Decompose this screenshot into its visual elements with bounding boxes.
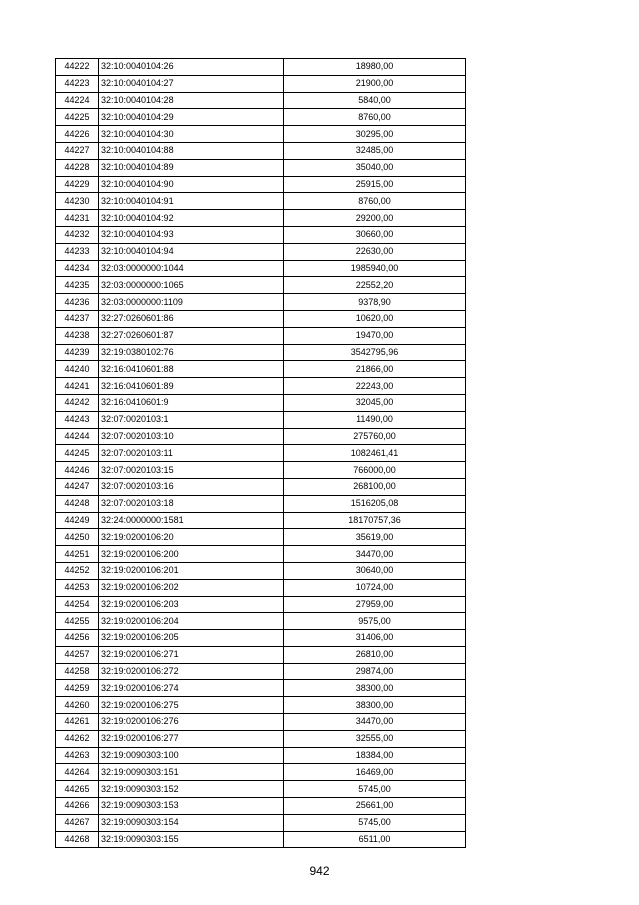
value-cell: 25661,00 (284, 798, 466, 815)
value-cell: 766000,00 (284, 462, 466, 479)
cadastral-number-cell: 32:27:0260601:86 (99, 310, 284, 327)
table-row (56, 646, 466, 663)
value-cell: 11490,00 (284, 411, 466, 428)
cadastral-number-cell: 32:19:0200106:200 (99, 546, 284, 563)
value-cell: 29200,00 (284, 210, 466, 227)
cadastral-number-cell: 32:07:0020103:18 (99, 495, 284, 512)
table-row (56, 596, 466, 613)
cadastral-number-cell: 32:07:0020103:10 (99, 428, 284, 445)
value-cell: 5745,00 (284, 814, 466, 831)
value-cell: 32555,00 (284, 730, 466, 747)
row-number-cell: 44265 (56, 781, 99, 798)
table-row (56, 697, 466, 714)
row-number-cell: 44255 (56, 613, 99, 630)
value-cell: 30660,00 (284, 226, 466, 243)
value-cell: 3542795,96 (284, 344, 466, 361)
table-row (56, 361, 466, 378)
cadastral-number-cell: 32:19:0200106:276 (99, 714, 284, 731)
value-cell: 1516205,08 (284, 495, 466, 512)
row-number-cell: 44252 (56, 562, 99, 579)
value-cell: 32045,00 (284, 394, 466, 411)
value-cell: 18980,00 (284, 59, 466, 76)
row-number-cell: 44250 (56, 529, 99, 546)
table-row (56, 663, 466, 680)
value-cell: 18384,00 (284, 747, 466, 764)
table-row (56, 109, 466, 126)
table-row (56, 226, 466, 243)
row-number-cell: 44227 (56, 142, 99, 159)
table-row (56, 428, 466, 445)
table-row (56, 310, 466, 327)
cadastral-number-cell: 32:16:0410601:88 (99, 361, 284, 378)
row-number-cell: 44242 (56, 394, 99, 411)
cadastral-number-cell: 32:19:0200106:271 (99, 646, 284, 663)
table-row (56, 495, 466, 512)
cadastral-number-cell: 32:19:0200106:203 (99, 596, 284, 613)
row-number-cell: 44241 (56, 378, 99, 395)
value-cell: 34470,00 (284, 714, 466, 731)
row-number-cell: 44261 (56, 714, 99, 731)
cadastral-number-cell: 32:19:0200106:275 (99, 697, 284, 714)
cadastral-number-cell: 32:07:0020103:15 (99, 462, 284, 479)
row-number-cell: 44226 (56, 126, 99, 143)
table-row (56, 243, 466, 260)
table-row (56, 142, 466, 159)
value-cell: 10724,00 (284, 579, 466, 596)
row-number-cell: 44268 (56, 831, 99, 848)
row-number-cell: 44243 (56, 411, 99, 428)
data-table (55, 58, 466, 848)
row-number-cell: 44262 (56, 730, 99, 747)
table-row (56, 327, 466, 344)
cadastral-number-cell: 32:03:0000000:1109 (99, 294, 284, 311)
table-row (56, 613, 466, 630)
table-row (56, 831, 466, 848)
value-cell: 30640,00 (284, 562, 466, 579)
value-cell: 35040,00 (284, 159, 466, 176)
row-number-cell: 44238 (56, 327, 99, 344)
row-number-cell: 44236 (56, 294, 99, 311)
table-row (56, 159, 466, 176)
cadastral-number-cell: 32:19:0090303:152 (99, 781, 284, 798)
value-cell: 1985940,00 (284, 260, 466, 277)
value-cell: 16469,00 (284, 764, 466, 781)
row-number-cell: 44244 (56, 428, 99, 445)
cadastral-number-cell: 32:10:0040104:90 (99, 176, 284, 193)
value-cell: 5745,00 (284, 781, 466, 798)
table-row (56, 126, 466, 143)
value-cell: 21866,00 (284, 361, 466, 378)
value-cell: 9378,90 (284, 294, 466, 311)
cadastral-number-cell: 32:19:0200106:272 (99, 663, 284, 680)
cadastral-number-cell: 32:10:0040104:89 (99, 159, 284, 176)
table-row (56, 478, 466, 495)
row-number-cell: 44258 (56, 663, 99, 680)
row-number-cell: 44249 (56, 512, 99, 529)
table-row (56, 176, 466, 193)
row-number-cell: 44231 (56, 210, 99, 227)
row-number-cell: 44222 (56, 59, 99, 76)
cadastral-number-cell: 32:19:0200106:202 (99, 579, 284, 596)
value-cell: 25915,00 (284, 176, 466, 193)
cadastral-number-cell: 32:19:0090303:100 (99, 747, 284, 764)
value-cell: 19470,00 (284, 327, 466, 344)
row-number-cell: 44232 (56, 226, 99, 243)
row-number-cell: 44267 (56, 814, 99, 831)
table-row (56, 579, 466, 596)
cadastral-number-cell: 32:10:0040104:94 (99, 243, 284, 260)
row-number-cell: 44253 (56, 579, 99, 596)
value-cell: 22243,00 (284, 378, 466, 395)
table-row (56, 462, 466, 479)
table-row (56, 546, 466, 563)
table-row (56, 277, 466, 294)
table-row (56, 59, 466, 76)
value-cell: 18170757,36 (284, 512, 466, 529)
cadastral-number-cell: 32:07:0020103:11 (99, 445, 284, 462)
row-number-cell: 44247 (56, 478, 99, 495)
row-number-cell: 44228 (56, 159, 99, 176)
cadastral-number-cell: 32:10:0040104:26 (99, 59, 284, 76)
value-cell: 31406,00 (284, 630, 466, 647)
cadastral-number-cell: 32:24:0000000:1581 (99, 512, 284, 529)
cadastral-number-cell: 32:07:0020103:16 (99, 478, 284, 495)
cadastral-number-cell: 32:19:0090303:153 (99, 798, 284, 815)
table-row (56, 75, 466, 92)
table-row (56, 814, 466, 831)
value-cell: 275760,00 (284, 428, 466, 445)
cadastral-number-cell: 32:16:0410601:89 (99, 378, 284, 395)
row-number-cell: 44245 (56, 445, 99, 462)
cadastral-number-cell: 32:19:0090303:155 (99, 831, 284, 848)
table-row (56, 210, 466, 227)
value-cell: 35619,00 (284, 529, 466, 546)
cadastral-number-cell: 32:19:0200106:201 (99, 562, 284, 579)
cadastral-number-cell: 32:10:0040104:93 (99, 226, 284, 243)
row-number-cell: 44256 (56, 630, 99, 647)
row-number-cell: 44235 (56, 277, 99, 294)
row-number-cell: 44229 (56, 176, 99, 193)
value-cell: 6511,00 (284, 831, 466, 848)
value-cell: 22552,20 (284, 277, 466, 294)
value-cell: 9575,00 (284, 613, 466, 630)
row-number-cell: 44233 (56, 243, 99, 260)
value-cell: 38300,00 (284, 697, 466, 714)
value-cell: 32485,00 (284, 142, 466, 159)
row-number-cell: 44254 (56, 596, 99, 613)
table-row (56, 378, 466, 395)
cadastral-number-cell: 32:19:0380102:76 (99, 344, 284, 361)
value-cell: 21900,00 (284, 75, 466, 92)
table-row (56, 798, 466, 815)
cadastral-number-cell: 32:03:0000000:1065 (99, 277, 284, 294)
cadastral-number-cell: 32:07:0020103:1 (99, 411, 284, 428)
table-row (56, 512, 466, 529)
value-cell: 29874,00 (284, 663, 466, 680)
cadastral-number-cell: 32:19:0200106:204 (99, 613, 284, 630)
value-cell: 22630,00 (284, 243, 466, 260)
value-cell: 268100,00 (284, 478, 466, 495)
row-number-cell: 44230 (56, 193, 99, 210)
table-row (56, 764, 466, 781)
value-cell: 38300,00 (284, 680, 466, 697)
table-row (56, 781, 466, 798)
table-body (56, 59, 466, 848)
table-row (56, 714, 466, 731)
cadastral-number-cell: 32:10:0040104:28 (99, 92, 284, 109)
cadastral-number-cell: 32:19:0200106:20 (99, 529, 284, 546)
row-number-cell: 44239 (56, 344, 99, 361)
value-cell: 26810,00 (284, 646, 466, 663)
row-number-cell: 44263 (56, 747, 99, 764)
cadastral-number-cell: 32:10:0040104:29 (99, 109, 284, 126)
row-number-cell: 44251 (56, 546, 99, 563)
table-row (56, 747, 466, 764)
value-cell: 8760,00 (284, 193, 466, 210)
row-number-cell: 44223 (56, 75, 99, 92)
row-number-cell: 44225 (56, 109, 99, 126)
table-row (56, 394, 466, 411)
cadastral-number-cell: 32:19:0090303:151 (99, 764, 284, 781)
cadastral-number-cell: 32:16:0410601:9 (99, 394, 284, 411)
table-row (56, 193, 466, 210)
table-row (56, 680, 466, 697)
row-number-cell: 44259 (56, 680, 99, 697)
row-number-cell: 44237 (56, 310, 99, 327)
cadastral-number-cell: 32:19:0200106:205 (99, 630, 284, 647)
value-cell: 8760,00 (284, 109, 466, 126)
table-row (56, 445, 466, 462)
table-row (56, 92, 466, 109)
cadastral-number-cell: 32:10:0040104:27 (99, 75, 284, 92)
table-row (56, 294, 466, 311)
row-number-cell: 44248 (56, 495, 99, 512)
table-row (56, 730, 466, 747)
cadastral-number-cell: 32:10:0040104:88 (99, 142, 284, 159)
table-row (56, 562, 466, 579)
table-row (56, 630, 466, 647)
row-number-cell: 44224 (56, 92, 99, 109)
value-cell: 5840,00 (284, 92, 466, 109)
cadastral-number-cell: 32:10:0040104:91 (99, 193, 284, 210)
table-row (56, 529, 466, 546)
cadastral-number-cell: 32:19:0090303:154 (99, 814, 284, 831)
cadastral-number-cell: 32:19:0200106:274 (99, 680, 284, 697)
table-row (56, 260, 466, 277)
cadastral-number-cell: 32:10:0040104:30 (99, 126, 284, 143)
value-cell: 1082461,41 (284, 445, 466, 462)
value-cell: 30295,00 (284, 126, 466, 143)
cadastral-number-cell: 32:27:0260601:87 (99, 327, 284, 344)
cadastral-number-cell: 32:10:0040104:92 (99, 210, 284, 227)
page-number: 942 (309, 864, 330, 878)
row-number-cell: 44266 (56, 798, 99, 815)
row-number-cell: 44246 (56, 462, 99, 479)
value-cell: 27959,00 (284, 596, 466, 613)
value-cell: 10620,00 (284, 310, 466, 327)
row-number-cell: 44240 (56, 361, 99, 378)
row-number-cell: 44264 (56, 764, 99, 781)
cadastral-number-cell: 32:03:0000000:1044 (99, 260, 284, 277)
row-number-cell: 44234 (56, 260, 99, 277)
cadastral-number-cell: 32:19:0200106:277 (99, 730, 284, 747)
value-cell: 34470,00 (284, 546, 466, 563)
table-row (56, 344, 466, 361)
table-row (56, 411, 466, 428)
row-number-cell: 44260 (56, 697, 99, 714)
row-number-cell: 44257 (56, 646, 99, 663)
